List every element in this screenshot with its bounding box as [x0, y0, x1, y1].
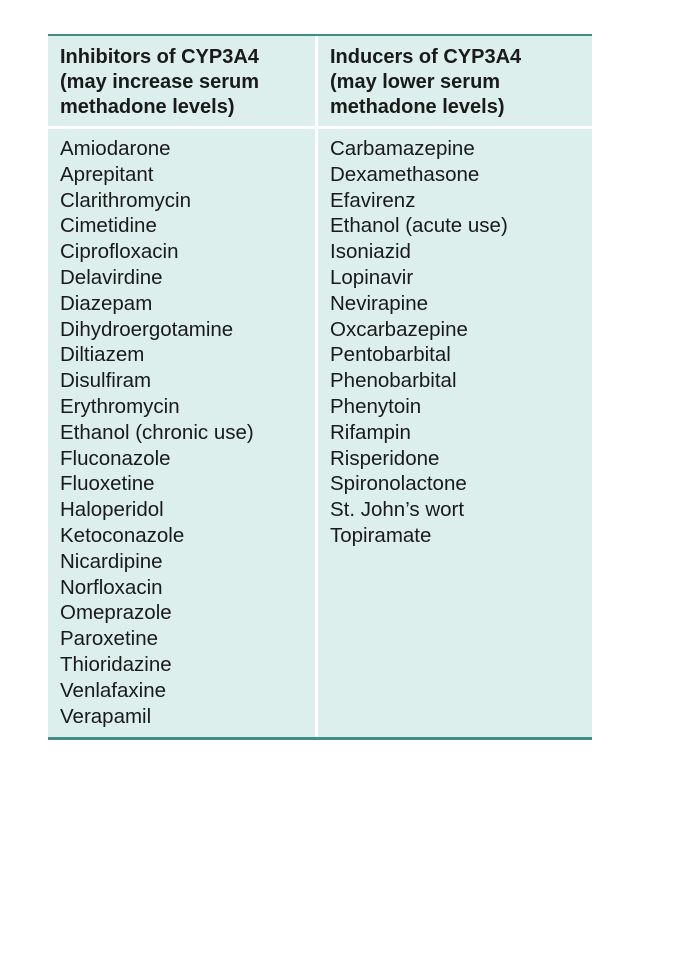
inhibitor-item: Venlafaxine — [60, 678, 167, 702]
inducer-item: Phenytoin — [330, 394, 422, 418]
inhibitor-item: Diltiazem — [60, 343, 145, 367]
inducer-item: Carbamazepine — [330, 137, 475, 160]
inhibitor-item: Aprepitant — [60, 162, 154, 186]
inhibitor-item: Fluoxetine — [60, 472, 155, 496]
header-inhibitors-line-2: (may increase serum — [60, 71, 260, 93]
inhibitor-item: Ethanol (chronic use) — [60, 420, 254, 444]
header-inducers — [318, 36, 592, 129]
inducer-item: Lopinavir — [330, 265, 414, 289]
inducer-item: Dexamethasone — [330, 162, 480, 186]
inducer-item: Nevirapine — [330, 291, 428, 315]
inhibitor-item: Clarithromycin — [60, 188, 191, 212]
inducers-list — [330, 136, 586, 549]
header-inhibitors-line-3: methadone levels) — [60, 96, 235, 118]
inhibitor-item: Fluconazole — [60, 446, 171, 470]
inhibitor-item: Diazepam — [60, 291, 153, 315]
inhibitor-item: Erythromycin — [60, 394, 180, 418]
inducer-item: Spironolactone — [330, 472, 467, 496]
inhibitor-item: Dihydroergotamine — [60, 317, 234, 341]
inducer-item: St. John’s wort — [330, 498, 465, 522]
cyp3a4-table — [48, 34, 592, 740]
header-inducers-line-2: (may lower serum — [330, 71, 501, 93]
inhibitor-item: Haloperidol — [60, 498, 164, 522]
inhibitor-item: Verapamil — [60, 704, 152, 728]
inducer-item: Ethanol (acute use) — [330, 214, 508, 238]
inhibitors-column — [48, 129, 318, 737]
inhibitor-item: Cimetidine — [60, 214, 157, 238]
inhibitor-item: Ketoconazole — [60, 523, 185, 547]
inducer-item: Phenobarbital — [330, 369, 457, 393]
header-inducers-line-1: Inducers of CYP3A4 — [330, 46, 522, 68]
inhibitor-item: Paroxetine — [60, 627, 159, 651]
header-inhibitors — [48, 36, 318, 129]
inducers-column — [318, 129, 592, 737]
inducer-item: Risperidone — [330, 446, 440, 470]
inducer-item: Pentobarbital — [330, 343, 451, 367]
inhibitor-item: Amiodarone — [60, 137, 171, 160]
inhibitor-item: Norfloxacin — [60, 575, 163, 599]
inhibitors-list — [60, 136, 309, 729]
inhibitor-item: Disulfiram — [60, 369, 152, 393]
inducer-item: Topiramate — [330, 523, 432, 547]
inducer-item: Isoniazid — [330, 240, 411, 264]
inducer-item: Oxcarbazepine — [330, 317, 468, 341]
inhibitor-item: Ciprofloxacin — [60, 240, 179, 264]
inducer-item: Efavirenz — [330, 188, 416, 212]
inhibitor-item: Nicardipine — [60, 549, 163, 573]
inducer-item: Rifampin — [330, 420, 411, 444]
header-inducers-line-3: methadone levels) — [330, 96, 505, 118]
header-inhibitors-line-1: Inhibitors of CYP3A4 — [60, 46, 259, 68]
inhibitor-item: Delavirdine — [60, 265, 163, 289]
inhibitor-item: Thioridazine — [60, 652, 172, 676]
inhibitor-item: Omeprazole — [60, 601, 172, 625]
